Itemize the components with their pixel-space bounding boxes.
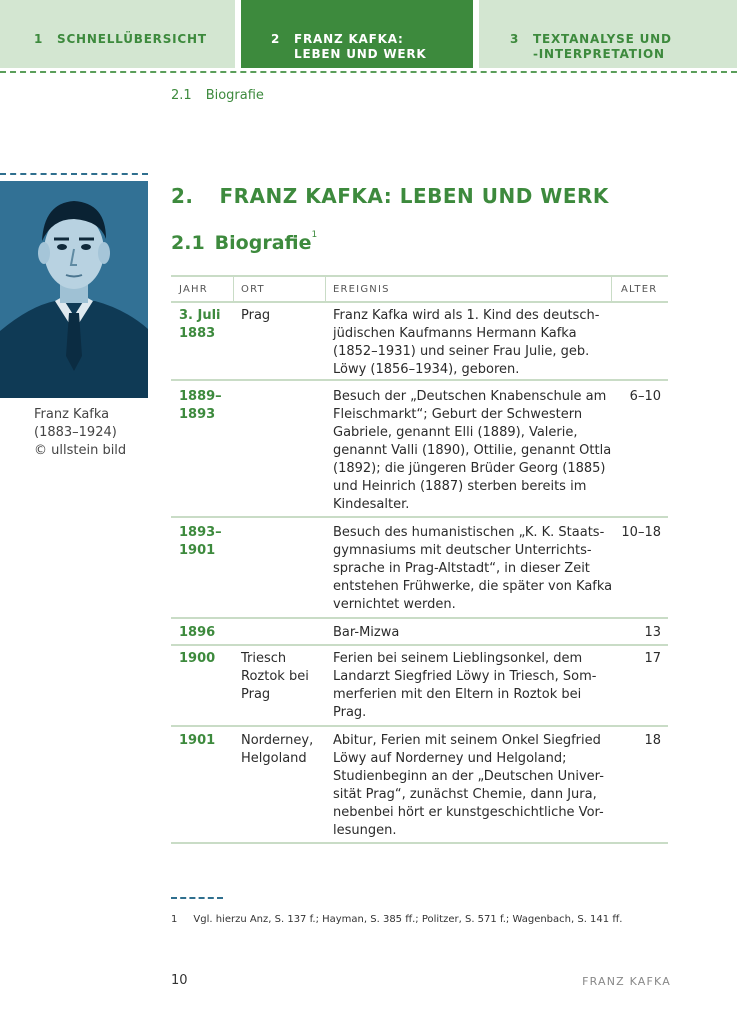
page-number: 10 [171,973,188,988]
tab-number: 1 [34,32,44,46]
row-divider [171,516,668,518]
chapter-title [171,184,609,208]
cell-alter: 13 [644,625,661,640]
footnote [171,914,622,925]
tab-leben-und-werk[interactable] [241,0,473,68]
tab-label: TEXTANALYSE UND -INTERPRETATION [533,32,672,61]
footnote-number: 1 [171,914,178,925]
cell-ereignis: Ferien bei seinem Lieblingsonkel, dem Landarzt Siegfried Löwy in Triesch, Som- merferien mit den Eltern in Roztok bei Prag. [333,651,597,720]
cell-jahr: 1893– 1901 [179,525,222,558]
tab-number: 2 [271,32,281,46]
section-title-text: Biografie [214,232,312,254]
breadcrumb-number: 2.1 [171,88,192,103]
breadcrumb-label: Biografie [205,88,264,103]
cell-ort: Norderney, Helgoland [241,733,314,766]
cell-jahr: 1900 [179,651,216,666]
tab-number: 3 [510,32,520,46]
col-header-ort: ORT [241,284,265,295]
row-divider [171,379,668,381]
col-divider [233,277,234,301]
cell-alter: 17 [644,651,661,666]
tab-label: SCHNELLÜBERSICHT [57,32,207,46]
cell-jahr: 1896 [179,625,216,640]
cell-ereignis: Abitur, Ferien mit seinem Onkel Siegfried Löwy auf Norderney und Helgoland; Studienbeginn an der „Deutschen Univer- sität Prag“, zunächst Chemie, dann Jura, nebenbei hört er kunstgeschichtliche Vor- lesungen. [333,733,604,838]
footnote-divider [171,897,223,899]
header-divider [0,71,737,73]
col-header-jahr: JAHR [179,284,208,295]
cell-alter: 10–18 [621,525,661,540]
footnote-ref: 1 [311,230,318,240]
chapter-number: 2. [171,184,194,208]
cell-ort: Prag [241,308,271,323]
running-head: FRANZ KAFKA [582,975,671,988]
cell-ereignis: Besuch der „Deutschen Knabenschule am Fleischmarkt“; Geburt der Schwestern Gabriele, genannt Elli (1889), Valerie, genannt Valli (1890), Ottilie, genannt Ottla (1892); die jüngeren Brüder Georg (1885) und Heinrich (1887) sterben bereits im Kindesalter. [333,389,612,512]
footnote-text: Vgl. hierzu Anz, S. 137 f.; Hayman, S. 385 ff.; Politzer, S. 571 f.; Wagenbach, S. 141 ff. [193,914,623,925]
cell-jahr: 1889– 1893 [179,389,222,422]
cell-ereignis: Besuch des humanistischen „K. K. Staats- gymnasiums mit deutscher Unterrichts- sprache in Prag-Altstadt“, in dieser Zeit entstehen Frühwerke, die später von Kafka vernichtet werden. [333,525,613,612]
cell-ereignis: Bar-Mizwa [333,625,400,640]
row-divider [171,617,668,619]
table-bottom-rule [171,842,668,844]
portrait-image [0,181,148,398]
col-header-ereignis: EREIGNIS [333,284,390,295]
cell-ereignis: Franz Kafka wird als 1. Kind des deutsch- jüdischen Kaufmanns Hermann Kafka (1852–1931) und seiner Frau Julie, geb. Löwy (1856–1934), geboren. [333,308,600,377]
cell-jahr: 3. Juli 1883 [179,308,221,341]
photo-caption: Franz Kafka (1883–1924) © ullstein bild [34,407,127,458]
section-number: 2.1 [171,232,205,254]
cell-alter: 18 [644,733,661,748]
col-divider [325,277,326,301]
row-divider [171,725,668,727]
cell-alter: 6–10 [629,389,661,404]
tab-label: FRANZ KAFKA: LEBEN UND WERK [294,32,427,61]
table-header [171,277,668,301]
section-tabs [0,0,737,70]
cell-jahr: 1901 [179,733,216,748]
cell-ort: Triesch Roztok bei Prag [241,651,309,702]
row-divider [171,644,668,646]
col-divider [611,277,612,301]
section-title [171,232,317,254]
col-header-alter: ALTER [621,284,658,295]
portrait-photo [0,181,148,398]
photo-divider [0,173,148,175]
tab-schnelluebersicht[interactable] [0,0,235,68]
table-header-rule [171,301,668,303]
breadcrumb [171,88,264,103]
tab-textanalyse[interactable] [479,0,737,68]
chapter-title-text: FRANZ KAFKA: LEBEN UND WERK [219,184,609,208]
